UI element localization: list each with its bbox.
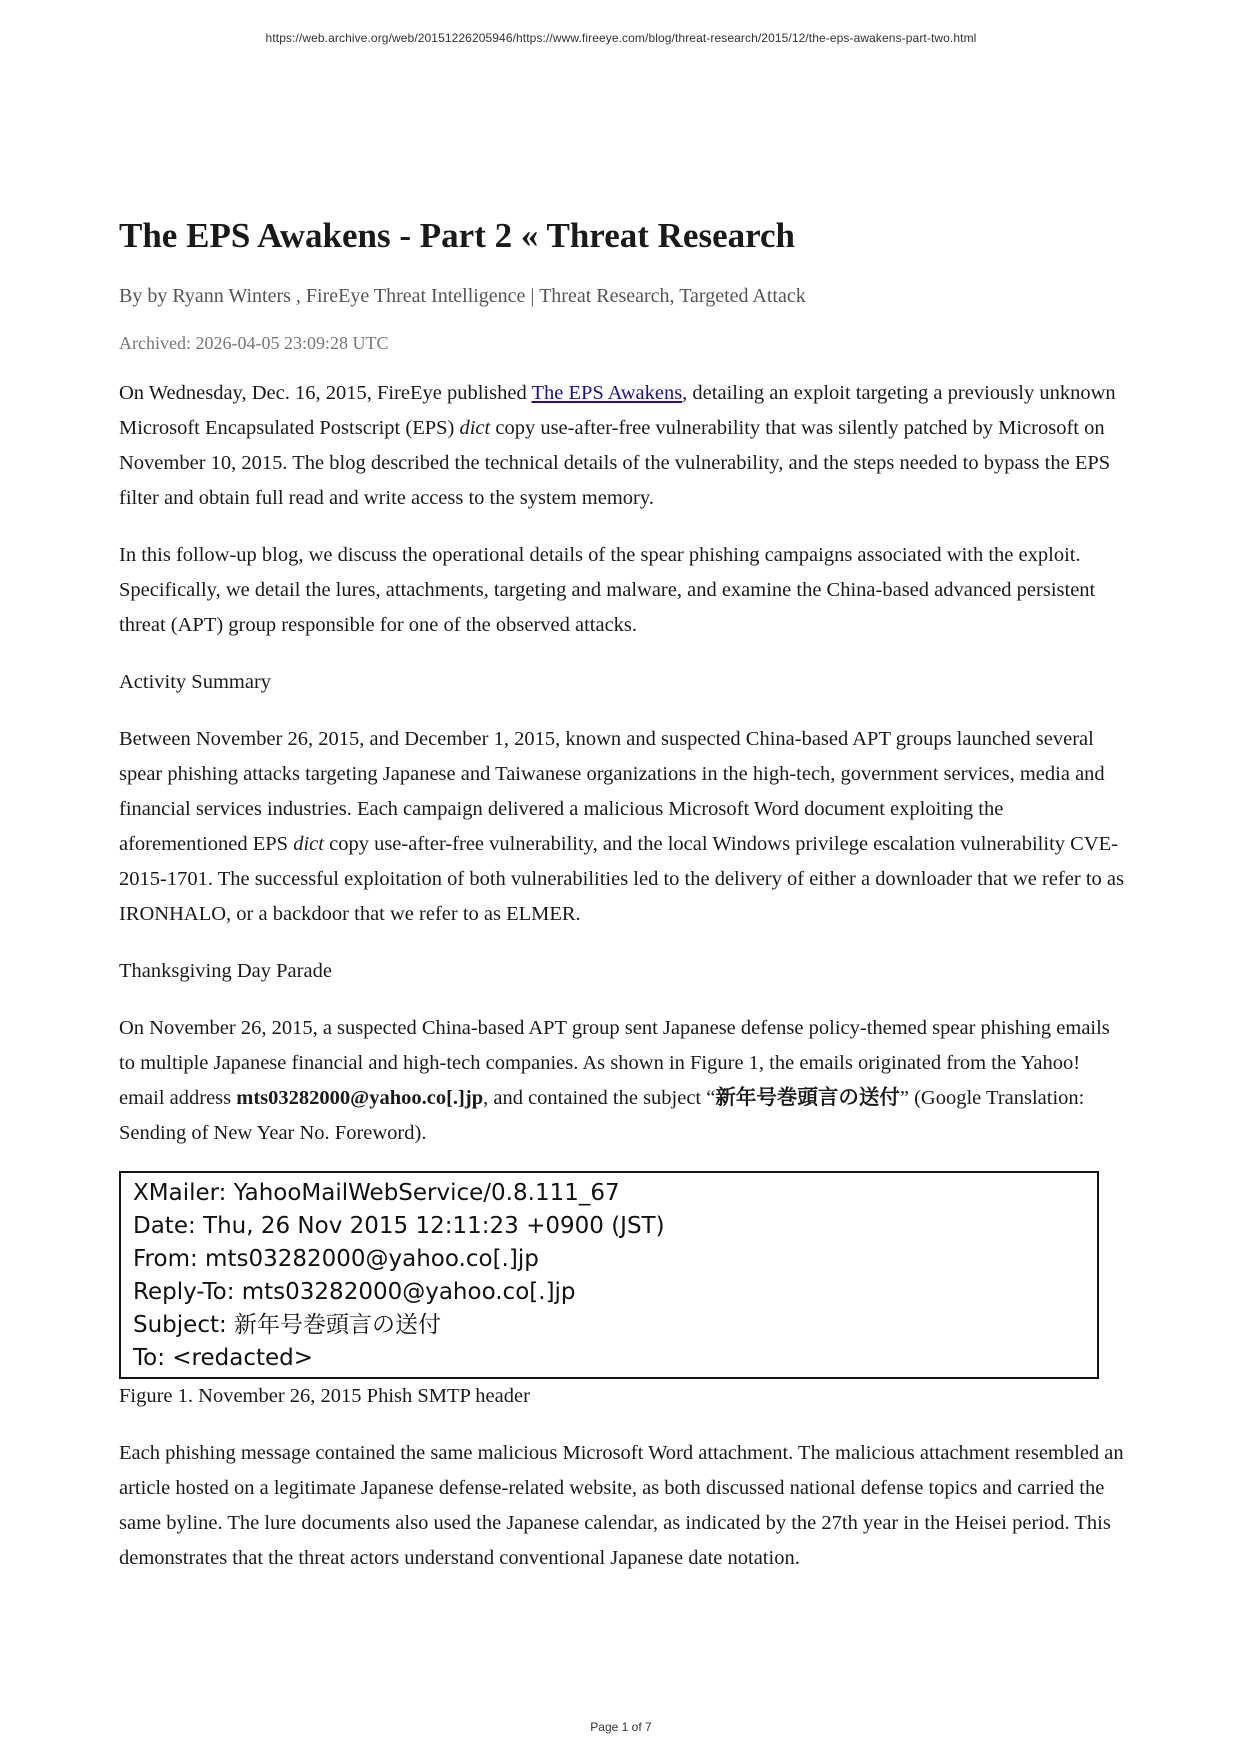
- article-body: [119, 376, 1129, 1576]
- paragraph-thanksgiving: On November 26, 2015, a suspected China-based APT group sent Japanese defense policy-themed spear phishing emails to multiple Japanese financial and high-tech companies. As shown in Figure 1, the emails originated from the Yahoo! email address mts03282000@yahoo.co[.]jp, and contained the subject “新年号巻頭言の送付” (Google Translation: Sending of New Year No. Foreword).: [119, 1017, 1110, 1144]
- section-heading-activity-summary: Activity Summary: [119, 671, 272, 693]
- paragraph-intro: On Wednesday, Dec. 16, 2015, FireEye published The EPS Awakens, detailing an exploit targeting a previously unknown Microsoft Encapsulated Postscript (EPS) dict copy use-after-free vulnerability that was silently patched by Microsoft on November 10, 2015. The blog described the technical details of the vulnerability, and the steps needed to bypass the EPS filter and obtain full read and write access to the system memory.: [119, 382, 1116, 509]
- paragraph-attachment: Each phishing message contained the same malicious Microsoft Word attachment. The malicious attachment resembled an article hosted on a legitimate Japanese defense-related website, as both discussed national defense topics and carried the same byline. The lure documents also used the Japanese calendar, as indicated by the 27th year in the Heisei period. This demonstrates that the threat actors understand conventional Japanese date notation.: [119, 1442, 1124, 1569]
- paragraph-followup: In this follow-up blog, we discuss the operational details of the spear phishing campaigns associated with the exploit. Specifically, we detail the lures, attachments, targeting and malware, and examine the China-based advanced persistent threat (APT) group responsible for one of the observed attacks.: [119, 544, 1096, 636]
- page-number: Page 1 of 7: [590, 1720, 652, 1734]
- figure-line-date: Date: Thu, 26 Nov 2015 12:11:23 +0900 (JST): [133, 1213, 665, 1239]
- archive-url: https://web.archive.org/web/20151226205946/https://www.fireeye.com/blog/threat-research/2015/12/the-eps-awakens-part-two.html: [265, 31, 977, 45]
- figure-line-from: From: mts03282000@yahoo.co[.]jp: [133, 1246, 539, 1272]
- figure-line-subject: Subject: 新年号巻頭言の送付: [133, 1312, 442, 1338]
- figure-caption: Figure 1. November 26, 2015 Phish SMTP header: [119, 1385, 530, 1407]
- paragraph-activity: Between November 26, 2015, and December 1, 2015, known and suspected China-based APT groups launched several spear phishing attacks targeting Japanese and Taiwanese organizations in the high-tech, government services, media and financial services industries. Each campaign delivered a malicious Microsoft Word document exploiting the aforementioned EPS dict copy use-after-free vulnerability, and the local Windows privilege escalation vulnerability CVE-2015-1701. The successful exploitation of both vulnerabilities led to the delivery of either a downloader that we refer to as IRONHALO, or a backdoor that we refer to as ELMER.: [119, 728, 1124, 925]
- byline: By by Ryann Winters , FireEye Threat Intelligence | Threat Research, Targeted Attack: [119, 285, 806, 307]
- figure-line-xmailer: XMailer: YahooMailWebService/0.8.111_67: [133, 1180, 620, 1206]
- email-subject: 新年号巻頭言の送付: [715, 1087, 900, 1109]
- eps-awakens-link[interactable]: The EPS Awakens: [531, 382, 683, 404]
- page-title: The EPS Awakens - Part 2 « Threat Research: [119, 216, 796, 255]
- archived-timestamp: Archived: 2026-04-05 23:09:28 UTC: [119, 333, 389, 353]
- smtp-header-figure: [119, 1171, 1099, 1379]
- figure-line-reply-to: Reply-To: mts03282000@yahoo.co[.]jp: [133, 1279, 576, 1305]
- section-heading-thanksgiving: Thanksgiving Day Parade: [119, 960, 332, 982]
- figure-line-to: To: <redacted>: [133, 1345, 314, 1371]
- sender-email: mts03282000@yahoo.co[.]jp: [236, 1087, 484, 1109]
- article: [119, 212, 1129, 1598]
